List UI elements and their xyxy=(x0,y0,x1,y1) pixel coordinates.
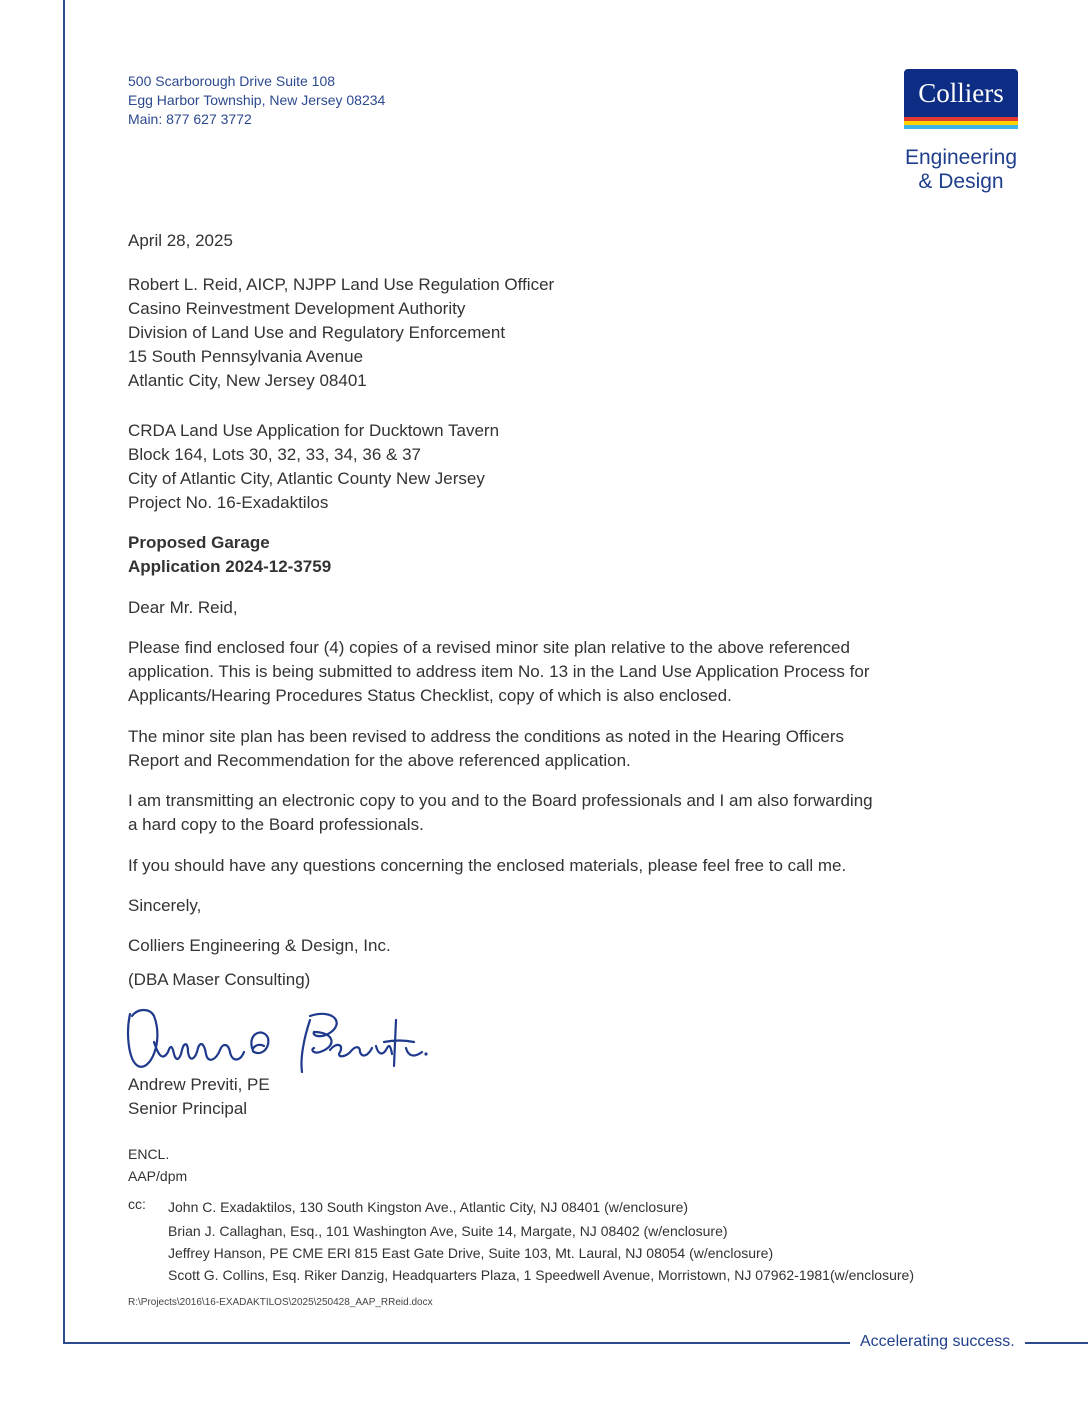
colliers-logo xyxy=(904,69,1018,133)
enclosure-block xyxy=(128,1143,187,1187)
file-path: R:\Projects\2016\16-EXADAKTILOS\2025\250428_AAP_RReid.docx xyxy=(128,1297,433,1308)
recipient-block xyxy=(128,273,554,393)
left-border-line xyxy=(63,0,65,1344)
address-line: Egg Harbor Township, New Jersey 08234 xyxy=(128,92,386,108)
re-block xyxy=(128,531,331,579)
re-line: Proposed Garage xyxy=(128,533,270,552)
signer-name: Andrew Previti, PE xyxy=(128,1075,270,1094)
logo-sub-line: Engineering xyxy=(904,146,1018,169)
subject-line: Block 164, Lots 30, 32, 33, 34, 36 & 37 xyxy=(128,445,421,464)
recipient-line: 15 South Pennsylvania Avenue xyxy=(128,347,364,366)
paragraph-line: The minor site plan has been revised to address the conditions as noted in the Hearing Officers xyxy=(128,727,844,746)
logo-sub-line: & Design xyxy=(918,170,1004,193)
footer-rule-left xyxy=(63,1342,850,1344)
signer-title: Senior Principal xyxy=(128,1099,248,1118)
signer-block xyxy=(128,1073,270,1121)
logo-stripe-cyan xyxy=(904,125,1018,129)
footer-rule-right xyxy=(1025,1342,1088,1344)
initials: AAP/dpm xyxy=(128,1168,188,1184)
paragraph xyxy=(128,854,846,878)
paragraph-line: a hard copy to the Board professionals. xyxy=(128,815,424,834)
letter-date: April 28, 2025 xyxy=(128,231,233,250)
cc-recipient: Jeffrey Hanson, PE CME ERI 815 East Gate Drive, Suite 103, Mt. Laural, NJ 08054 (w/enclosure) xyxy=(168,1245,774,1261)
subject-line: Project No. 16-Exadaktilos xyxy=(128,493,329,512)
dba-line: (DBA Maser Consulting) xyxy=(128,970,311,989)
paragraph xyxy=(128,636,869,708)
paragraph-line: Applicants/Hearing Procedures Status Checklist, copy of which is also enclosed. xyxy=(128,686,732,705)
recipient-line: Division of Land Use and Regulatory Enforcement xyxy=(128,323,506,342)
subject-line: CRDA Land Use Application for Ducktown Tavern xyxy=(128,421,500,440)
cc-recipient: Brian J. Callaghan, Esq., 101 Washington Ave, Suite 14, Margate, NJ 08402 (w/enclosure) xyxy=(168,1223,728,1239)
footer-tagline: Accelerating success. xyxy=(860,1333,1015,1350)
paragraph-line: I am transmitting an electronic copy to you and to the Board professionals and I am also forwarding xyxy=(128,791,873,810)
company-name: Colliers Engineering & Design, Inc. xyxy=(128,936,391,955)
cc-recipient: John C. Exadaktilos, 130 South Kingston Ave., Atlantic City, NJ 08401 (w/enclosure) xyxy=(168,1199,689,1215)
paragraph xyxy=(128,789,873,837)
paragraph-line: If you should have any questions concerning the enclosed materials, please feel free to call me. xyxy=(128,856,847,875)
subject-block xyxy=(128,419,499,515)
closing: Sincerely, xyxy=(128,896,202,915)
salutation: Dear Mr. Reid, xyxy=(128,598,238,617)
logo-subtitle xyxy=(892,146,1030,194)
cc-recipient: Scott G. Collins, Esq. Riker Danzig, Headquarters Plaza, 1 Speedwell Avenue, Morristown, NJ 07962-1981(w/enclosure) xyxy=(168,1267,914,1283)
recipient-line: Robert L. Reid, AICP, NJPP Land Use Regulation Officer xyxy=(128,275,555,294)
cc-label: cc: xyxy=(128,1196,146,1212)
paragraph-line: Report and Recommendation for the above referenced application. xyxy=(128,751,631,770)
phone-line: Main: 877 627 3772 xyxy=(128,111,252,127)
letterhead-address xyxy=(128,72,385,129)
encl-label: ENCL. xyxy=(128,1146,170,1162)
handwritten-signature xyxy=(124,1002,434,1084)
cc-list xyxy=(168,1196,914,1286)
recipient-line: Atlantic City, New Jersey 08401 xyxy=(128,371,367,390)
paragraph-line: application. This is being submitted to address item No. 13 in the Land Use Application Process for xyxy=(128,662,870,681)
recipient-line: Casino Reinvestment Development Authority xyxy=(128,299,466,318)
address-line: 500 Scarborough Drive Suite 108 xyxy=(128,73,336,89)
logo-wordmark: Colliers xyxy=(904,69,1018,117)
subject-line: City of Atlantic City, Atlantic County New Jersey xyxy=(128,469,485,488)
paragraph xyxy=(128,725,844,773)
re-line: Application 2024-12-3759 xyxy=(128,557,332,576)
paragraph-line: Please find enclosed four (4) copies of a revised minor site plan relative to the above referenced xyxy=(128,638,850,657)
